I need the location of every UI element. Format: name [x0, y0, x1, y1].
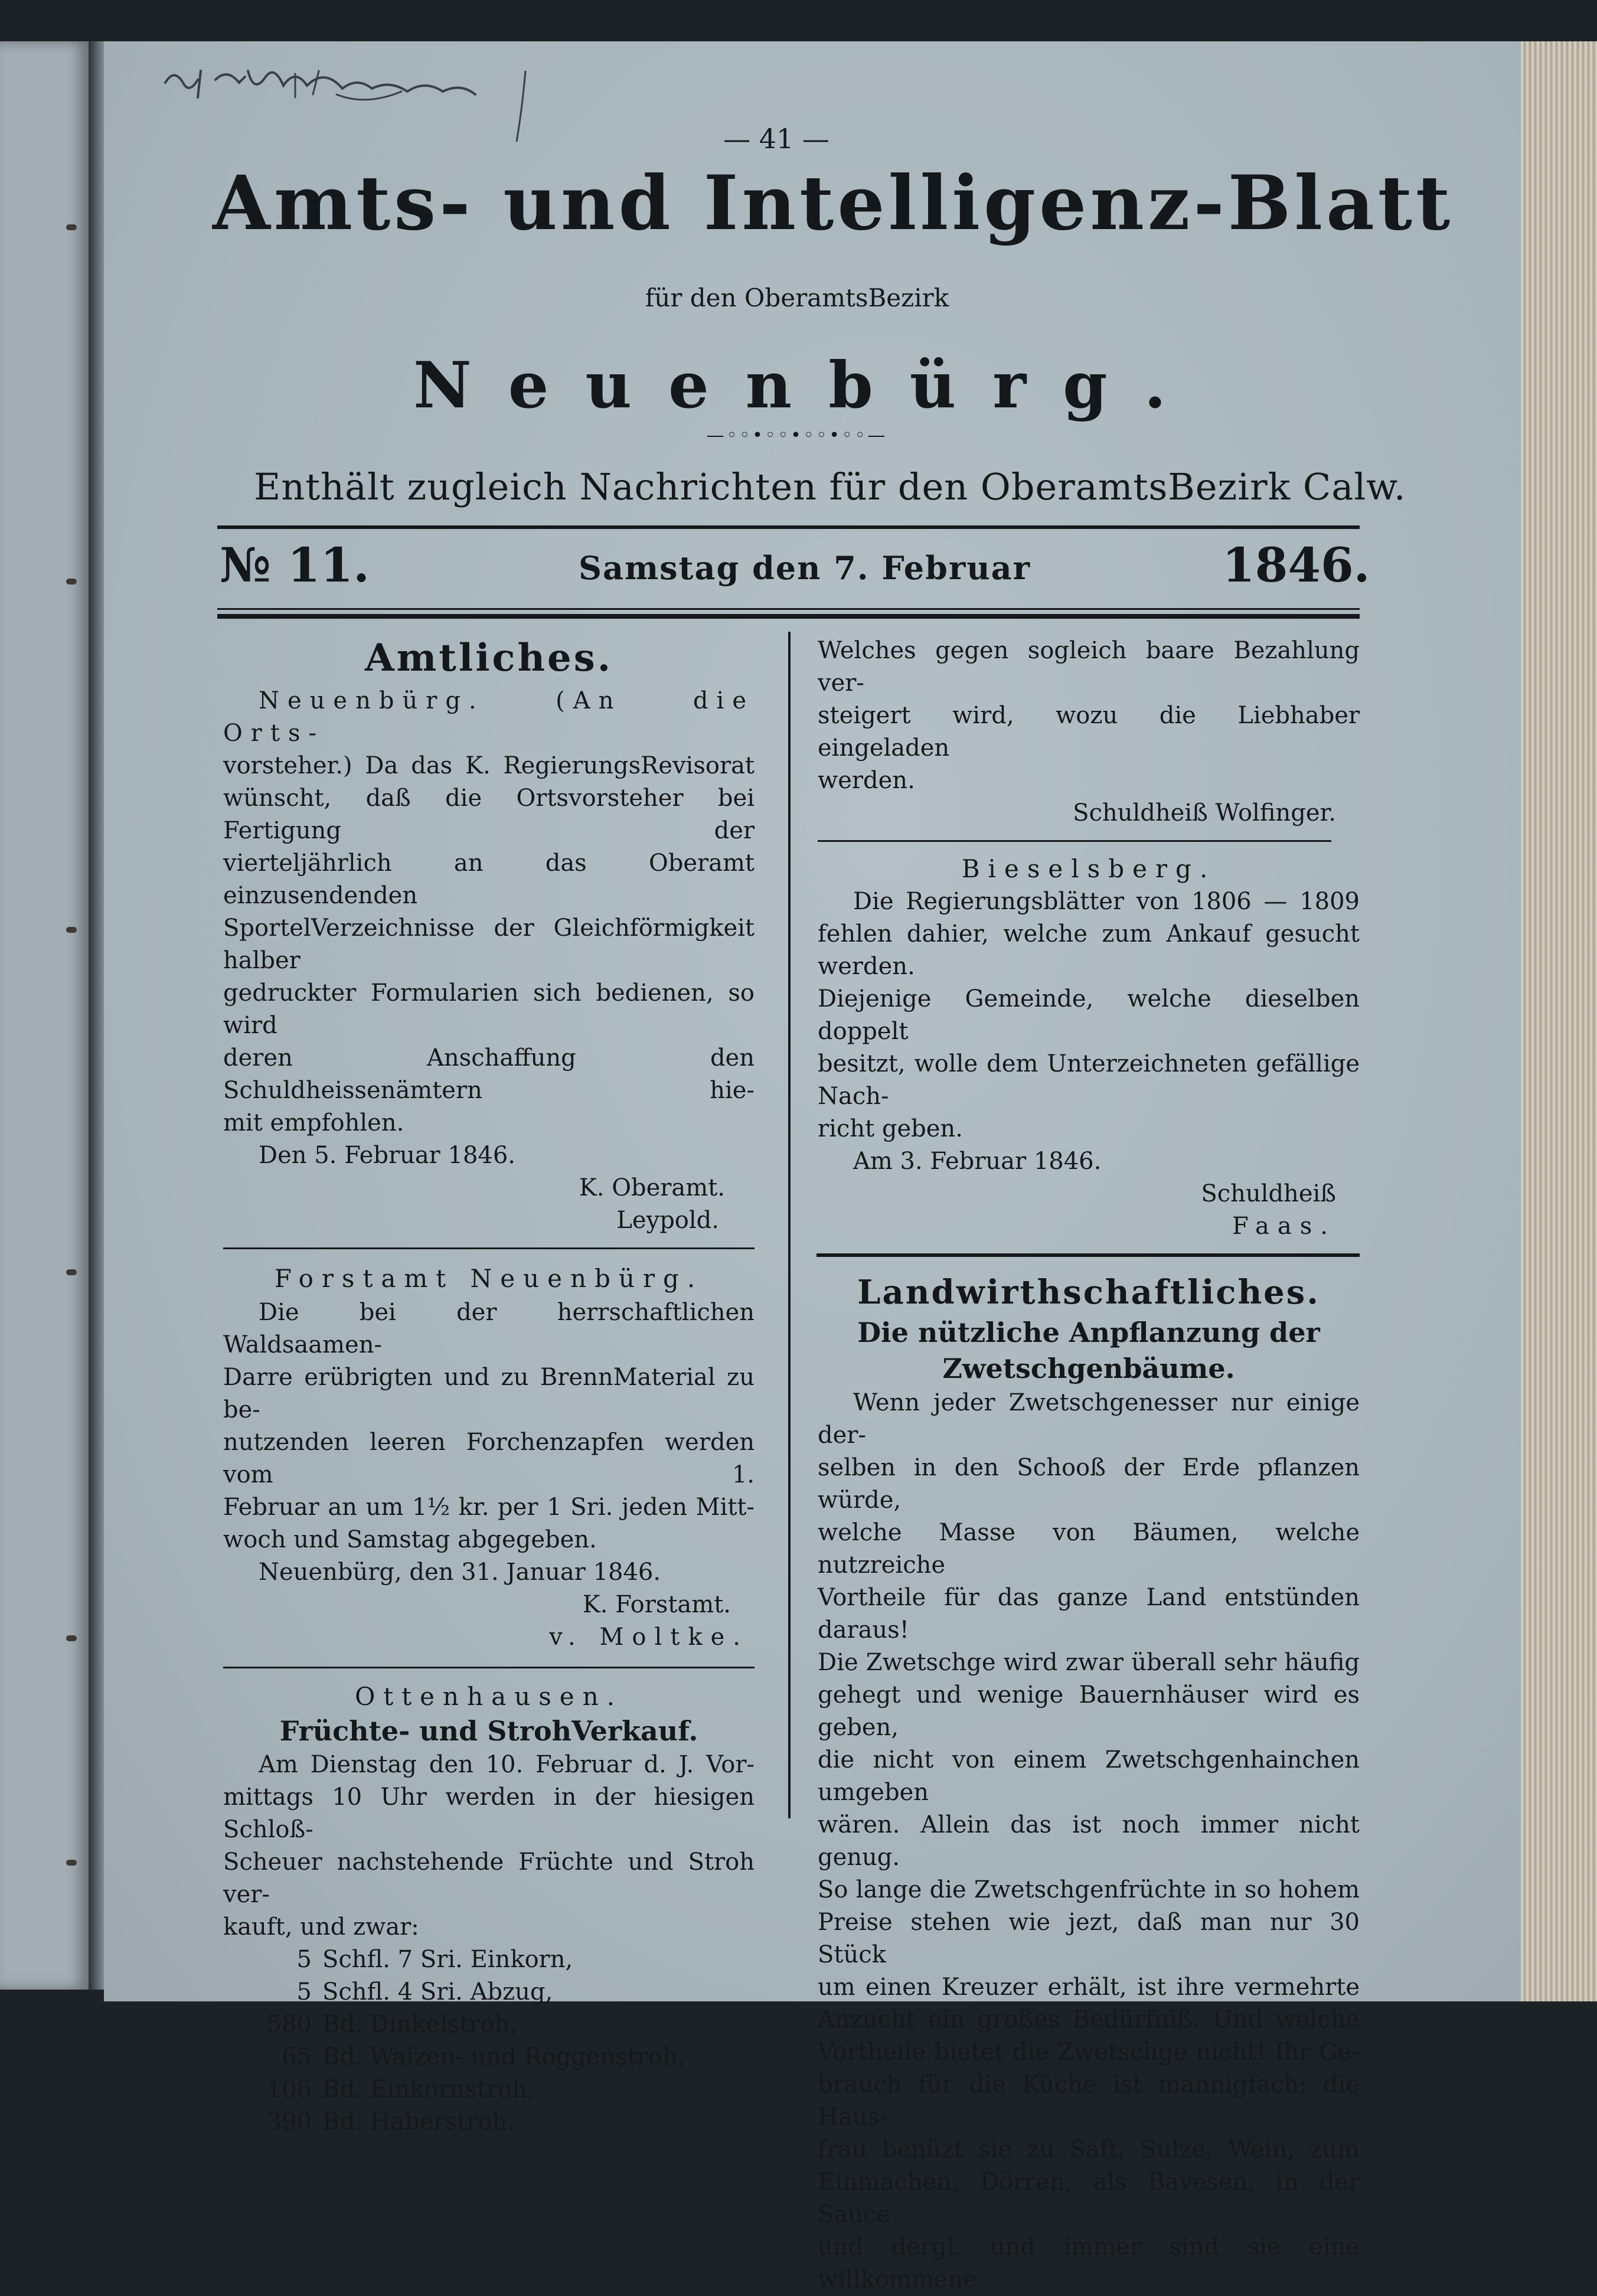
- text-line: werden.: [818, 767, 915, 794]
- section-rule: [818, 840, 1331, 842]
- section-ottenhausen: [223, 1680, 755, 2138]
- ornament-rule: —◦◦•◦◦•◦◦•◦◦—: [706, 425, 888, 446]
- section-subheading: Zwetschgenbäume.: [942, 1353, 1235, 1384]
- handwritten-note: [159, 59, 543, 148]
- text-line: Februar an um 1½ kr. per 1 Sri. jeden Mitt-: [223, 1494, 755, 1521]
- text-line: Die Zwetschge wird zwar überall sehr häufig: [818, 1649, 1360, 1676]
- binding-stitch: [66, 1635, 77, 1641]
- section-rule: [223, 1667, 755, 1668]
- dateline: Neuenbürg, den 31. Januar 1846.: [259, 1559, 661, 1586]
- text-line: Am Dienstag den 10. Februar d. J. Vor-: [259, 1751, 755, 1778]
- text-line: Diejenige Gemeinde, welche dieselben doppelt: [818, 985, 1360, 1045]
- text-line: Wenn jeder Zwetschgenesser nur einige der-: [818, 1389, 1360, 1449]
- page-number: — 41 —: [723, 123, 829, 155]
- text-line: Vortheile bietet die Zwetschge nicht! Ihr Ge-: [818, 2039, 1360, 2066]
- section-forstamt: [223, 1261, 755, 1654]
- dateline: Am 3. Februar 1846.: [853, 1148, 1102, 1175]
- section-subheading: Früchte- und StrohVerkauf.: [279, 1715, 698, 1747]
- text-line: gedruckter Formularien sich bedienen, so wird: [223, 979, 755, 1039]
- dateline: Den 5. Februar 1846.: [259, 1142, 516, 1169]
- masthead-rule-bottom: [217, 608, 1360, 610]
- text-line: brauch für die Küche ist mannigfach; die Haus-: [818, 2071, 1360, 2131]
- signature-name: Schuldheiß Wolfinger.: [1073, 799, 1336, 827]
- text-line: besitzt, wolle dem Unterzeichneten gefällige Nach-: [818, 1050, 1360, 1110]
- binding-stitch: [66, 927, 77, 933]
- text-line: frau benüzt sie zu Saft, Sulze, Wein, zum: [818, 2136, 1360, 2163]
- text-line: wünscht, daß die Ortsvorsteher bei Fertigung der: [223, 785, 755, 844]
- text-line: kauft, und zwar:: [223, 1913, 419, 1941]
- section-continuation: [818, 635, 1360, 829]
- masthead-subtitle: für den OberamtsBezirk: [645, 283, 949, 312]
- left-column: [223, 632, 755, 2138]
- section-amtliches: [223, 632, 755, 1237]
- section-rule-thick: [817, 1253, 1360, 1257]
- list-item: 65 Bd. Waizen- und Roggenstroh,: [282, 2043, 685, 2070]
- text-line: vorsteher.) Da das K. RegierungsRevisorat: [223, 752, 755, 779]
- list-item: 5 Schfl. 7 Sri. Einkorn,: [296, 1946, 573, 1973]
- text-line: SportelVerzeichnisse der Gleichförmigkeit halber: [223, 915, 755, 974]
- issue-date: Samstag den 7. Februar: [579, 549, 1031, 587]
- section-rule: [223, 1247, 755, 1249]
- text-line: nutzenden leeren Forchenzapfen werden vom 1.: [223, 1429, 755, 1488]
- text-line: welche Masse von Bäumen, welche nutzreiche: [818, 1519, 1360, 1579]
- section-bieselsberg: [818, 853, 1360, 1243]
- text-line: um einen Kreuzer erhält, ist ihre vermehrte: [818, 1974, 1360, 2001]
- page-stack-edges: [1521, 41, 1597, 2001]
- text-line: Preise stehen wie jezt, daß man nur 30 Stück: [818, 1909, 1360, 1968]
- list-item: 5 Schfl. 4 Sri. Abzug,: [296, 1978, 553, 2006]
- binding-stitch: [66, 1269, 77, 1275]
- left-page-edge: [0, 41, 89, 1990]
- text-line: steigert wird, wozu die Liebhaber eingeladen: [818, 702, 1360, 762]
- text-line: vierteljährlich an das Oberamt einzusendenden: [223, 850, 755, 909]
- text-line: die nicht von einem Zwetschgenhainchen umgeben: [818, 1746, 1360, 1806]
- text-line: und dergl. und immer sind sie eine willkommene: [818, 2233, 1360, 2293]
- signature-name: v. Moltke.: [549, 1624, 749, 1651]
- column-divider: [788, 632, 791, 1818]
- text-line: Die Regierungsblätter von 1806 — 1809: [853, 888, 1360, 915]
- right-column: [818, 635, 1360, 2296]
- list-item: 390 Bd. Haberstroh.: [266, 2108, 515, 2135]
- text-line: Darre erübrigten und zu BrennMaterial zu be-: [223, 1364, 755, 1423]
- section-subheading: Die nützliche Anpflanzung der: [857, 1317, 1320, 1348]
- section-heading: Forstamt Neuenbürg.: [274, 1264, 704, 1293]
- masthead-rule-top: [217, 525, 1360, 529]
- text-line: gehegt und wenige Bauernhäuser wird es geben,: [818, 1681, 1360, 1741]
- text-line: richt geben.: [818, 1115, 963, 1142]
- signature-name: Leypold.: [616, 1207, 719, 1234]
- spine-shadow: [89, 41, 104, 1990]
- section-heading: Amtliches.: [364, 636, 613, 680]
- text-line: Anzucht ein großes Bedürfniß. Und welche: [818, 2006, 1360, 2033]
- text-line: So lange die Zwetschgenfrüchte in so hohem: [818, 1876, 1360, 1903]
- text-line: fehlen dahier, welche zum Ankauf gesucht werden.: [818, 920, 1360, 980]
- binding-stitch: [66, 224, 77, 230]
- text-line: mittags 10 Uhr werden in der hiesigen Schloß-: [223, 1784, 755, 1843]
- text-line: mit empfohlen.: [223, 1109, 404, 1136]
- section-heading: Landwirthschaftliches.: [857, 1273, 1320, 1312]
- issue-year: 1846.: [1222, 537, 1370, 593]
- signature-office: K. Oberamt.: [579, 1174, 725, 1201]
- binding-stitch: [66, 579, 77, 584]
- section-heading: Bieselsberg.: [961, 854, 1216, 883]
- signature-office: Schuldheiß: [1201, 1180, 1336, 1207]
- text-line: Welches gegen sogleich baare Bezahlung ver-: [818, 637, 1360, 697]
- signature-name: Faas.: [1232, 1213, 1336, 1240]
- section-landwirthschaftliches: [818, 1270, 1360, 2296]
- text-line: selben in den Schooß der Erde pflanzen würde,: [818, 1454, 1360, 1514]
- district-name: Neuenbürg.: [413, 348, 1203, 423]
- list-item: 580 Bd. Dinkelstroh,: [266, 2011, 518, 2038]
- masthead-rule-bottom-thick: [217, 614, 1360, 619]
- list-item: 106 Bd. Einkornstroh,: [266, 2076, 535, 2103]
- masthead-title: Amts- und Intelligenz-Blatt: [213, 159, 1454, 247]
- signature-office: K. Forstamt.: [582, 1591, 731, 1618]
- text-line: Vortheile für das ganze Land entstünden daraus!: [818, 1584, 1360, 1644]
- text-line: deren Anschaffung den Schuldheissenämtern hie-: [223, 1044, 755, 1104]
- text-line: wären. Allein das ist noch immer nicht genug.: [818, 1811, 1360, 1871]
- text-line: Einmachen, Dörren, als Bavesen, in der Sauce: [818, 2168, 1360, 2228]
- issue-number: № 11.: [220, 537, 370, 593]
- text-line: Neuenbürg. (An die Orts-: [223, 687, 755, 747]
- binding-stitch: [66, 1860, 77, 1866]
- also-contains-line: Enthält zugleich Nachrichten für den OberamtsBezirk Calw.: [254, 465, 1406, 508]
- section-heading: Ottenhausen.: [354, 1682, 623, 1711]
- text-line: Die bei der herrschaftlichen Waldsaamen-: [223, 1299, 755, 1358]
- text-line: Scheuer nachstehende Früchte und Stroh ver-: [223, 1848, 755, 1908]
- text-line: woch und Samstag abgegeben.: [223, 1526, 597, 1553]
